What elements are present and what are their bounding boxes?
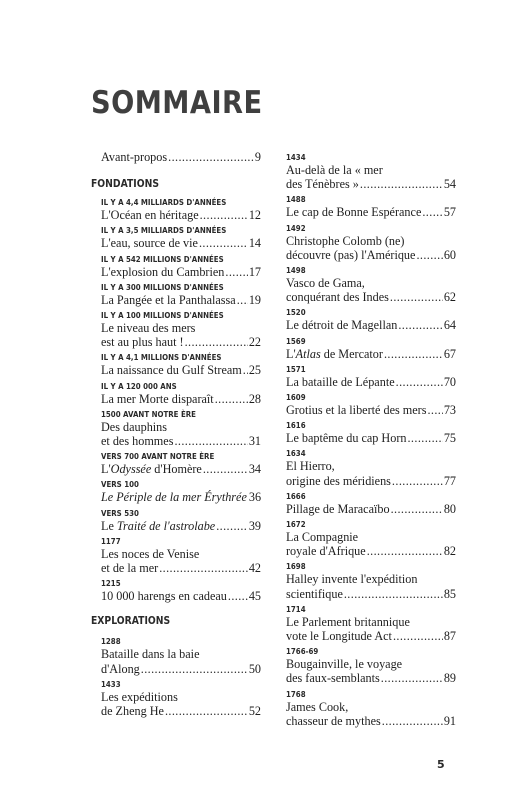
- toc-page-number: 31: [248, 434, 261, 449]
- page-number: 5: [437, 758, 445, 771]
- toc-line: [286, 544, 456, 558]
- toc-line: [286, 403, 456, 417]
- toc-entry-date: 1498: [286, 266, 306, 276]
- toc-entry-title: vote le Longitude Act: [286, 629, 392, 644]
- toc-entry-date: IL Y A 100 MILLIONS D'ANNÉES: [101, 311, 224, 321]
- toc-entry-title: est au plus haut !: [101, 335, 184, 350]
- toc-entry[interactable]: [101, 255, 261, 279]
- toc-page-number: 17: [248, 264, 261, 279]
- toc-leader-dots: [416, 248, 442, 262]
- toc-entry-title: et des hommes: [101, 434, 174, 449]
- toc-entry-avant-propos[interactable]: [91, 150, 261, 164]
- toc-page-number: 45: [248, 589, 261, 604]
- toc-entry-title: La naissance du Gulf Stream: [101, 363, 242, 378]
- toc-page-number: 85: [443, 586, 456, 601]
- toc-page-number: 82: [443, 544, 456, 559]
- toc-entry[interactable]: [286, 393, 456, 417]
- toc-page-number: 19: [248, 292, 261, 307]
- toc-leader-dots: [168, 150, 254, 164]
- toc-entry-title: de Zheng He: [101, 704, 164, 719]
- page-title: SOMMAIRE: [91, 85, 263, 121]
- toc-entry-title: royale d'Afrique: [286, 544, 366, 559]
- toc-line: [101, 434, 261, 448]
- toc-line: [286, 375, 456, 389]
- toc-entry-title: Le baptême du cap Horn: [286, 431, 407, 446]
- toc-line: [101, 363, 261, 377]
- toc-leader-dots: [367, 544, 443, 558]
- toc-leader-dots: [422, 205, 442, 219]
- toc-entry-date: 1488: [286, 195, 306, 205]
- toc-leader-dots: [159, 561, 248, 575]
- toc-line: [286, 205, 456, 219]
- toc-page-number: 62: [443, 290, 456, 305]
- toc-entry[interactable]: [286, 421, 456, 445]
- toc-line: [286, 615, 456, 629]
- toc-page-number: 89: [443, 671, 456, 686]
- toc-leader-dots: [225, 265, 247, 279]
- toc-line: [286, 657, 456, 671]
- toc-entry[interactable]: [101, 382, 261, 406]
- toc-list-right: [286, 153, 456, 728]
- toc-entry-title: La bataille de Lépante: [286, 374, 395, 389]
- toc-line: [286, 700, 456, 714]
- toc-entry-title: scientifique: [286, 586, 343, 601]
- section-heading-explorations: EXPLORATIONS: [91, 615, 171, 628]
- toc-entry[interactable]: [286, 605, 456, 643]
- toc-line: [101, 392, 261, 406]
- toc-entry[interactable]: [286, 647, 456, 685]
- toc-entry-title: Halley invente l'expédition: [286, 572, 418, 587]
- toc-leader-dots: [228, 589, 248, 603]
- toc-entry-date: IL Y A 300 MILLIONS D'ANNÉES: [101, 282, 224, 292]
- toc-line: [101, 519, 261, 533]
- toc-leader-dots: [381, 671, 443, 685]
- toc-entry-title: chasseur de mythes: [286, 713, 381, 728]
- toc-leader-dots: [384, 347, 443, 361]
- toc-leader-dots: [237, 293, 248, 307]
- toc-entry-title: L'Océan en héritage: [101, 208, 199, 223]
- toc-line: [286, 163, 456, 177]
- toc-entry-title: découvre (pas) l'Amérique: [286, 247, 416, 262]
- toc-line: [101, 690, 261, 704]
- toc-page-number: 42: [248, 561, 261, 576]
- toc-entry[interactable]: [101, 198, 261, 222]
- toc-line: [101, 150, 261, 164]
- toc-line: [101, 704, 261, 718]
- toc-leader-dots: [344, 587, 443, 601]
- toc-entry-title: Pillage de Maracaïbo: [286, 501, 390, 516]
- toc-line: [101, 420, 261, 434]
- toc-page-number: 60: [443, 247, 456, 262]
- toc-page-number: 50: [248, 661, 261, 676]
- toc-leader-dots: [398, 318, 442, 332]
- toc-entry[interactable]: [101, 480, 261, 504]
- toc-page-number: 57: [443, 205, 456, 220]
- toc-entry-date: 1571: [286, 364, 306, 374]
- toc-line: [286, 290, 456, 304]
- toc-entry[interactable]: [286, 195, 456, 219]
- toc-line: [286, 177, 456, 191]
- toc-entry-title: Christophe Colomb (ne): [286, 233, 405, 248]
- toc-page-number: 87: [443, 629, 456, 644]
- toc-leader-dots: [216, 519, 248, 533]
- toc-entry-date: IL Y A 4,1 MILLIONS D'ANNÉES: [101, 353, 222, 363]
- toc-line: [101, 335, 261, 349]
- toc-entry[interactable]: [101, 579, 261, 603]
- toc-entry-title: El Hierro,: [286, 459, 335, 474]
- toc-line: [286, 587, 456, 601]
- toc-page-number: 64: [443, 318, 456, 333]
- toc-entry-title: L'Atlas de Mercator: [286, 346, 383, 361]
- toc-entry[interactable]: [286, 562, 456, 600]
- toc-entry-date: IL Y A 4,4 MILLIARDS D'ANNÉES: [101, 198, 227, 208]
- toc-entry-date: 1177: [101, 536, 121, 546]
- toc-page-number: 12: [248, 208, 261, 223]
- toc-entry[interactable]: [286, 520, 456, 558]
- toc-leader-dots: [390, 290, 443, 304]
- toc-entry-date: VERS 700 AVANT NOTRE ÈRE: [101, 452, 215, 462]
- toc-entry-date: 1492: [286, 223, 306, 233]
- toc-line: [286, 474, 456, 488]
- toc-page-number: 67: [443, 346, 456, 361]
- toc-entry-date: VERS 100: [101, 480, 139, 490]
- toc-leader-dots: [360, 177, 443, 191]
- toc-line: [286, 459, 456, 473]
- toc-line: [286, 572, 456, 586]
- toc-entry-title: Le détroit de Magellan: [286, 318, 398, 333]
- toc-entry-title: Avant-propos: [101, 150, 168, 164]
- toc-page-number: 54: [443, 177, 456, 192]
- toc-leader-dots: [427, 403, 442, 417]
- toc-entry-title: James Cook,: [286, 699, 349, 714]
- toc-page-number: 34: [248, 462, 261, 477]
- toc-line: [286, 276, 456, 290]
- toc-entry[interactable]: [286, 492, 456, 516]
- toc-entry-date: 1609: [286, 393, 306, 403]
- toc-page-number: 14: [248, 236, 261, 251]
- toc-entry-date: 1215: [101, 579, 121, 589]
- toc-line: [101, 662, 261, 676]
- toc-line: [286, 530, 456, 544]
- toc-line: [286, 347, 456, 361]
- section-heading-fondations: FONDATIONS: [91, 178, 159, 191]
- toc-entry[interactable]: [286, 224, 456, 262]
- toc-line: [286, 234, 456, 248]
- toc-line: [286, 318, 456, 332]
- toc-entry-title: 10 000 harengs en cadeau: [101, 589, 227, 604]
- toc-entry[interactable]: [101, 410, 261, 448]
- toc-entry[interactable]: [286, 449, 456, 487]
- toc-entry-date: 1766-69: [286, 647, 319, 657]
- toc-entry-title: Vasco de Gama,: [286, 276, 365, 291]
- toc-entry-date: 1672: [286, 520, 306, 530]
- toc-entry[interactable]: [101, 311, 261, 349]
- toc-list-explorations: [91, 637, 261, 718]
- toc-page-number: 73: [443, 403, 456, 418]
- toc-entry-title: et de la mer: [101, 561, 159, 576]
- toc-line: [286, 248, 456, 262]
- toc-entry-title: Bougainville, le voyage: [286, 657, 403, 672]
- toc-entry-title: origine des méridiens: [286, 473, 391, 488]
- toc-entry[interactable]: [101, 537, 261, 575]
- toc-line: [286, 671, 456, 685]
- toc-entry[interactable]: [286, 365, 456, 389]
- toc-page-number: 36: [248, 490, 262, 505]
- toc-page-number: 28: [248, 391, 261, 406]
- toc-entry-title: Des dauphins: [101, 419, 168, 434]
- toc-line: [101, 293, 261, 307]
- toc-entry[interactable]: [286, 308, 456, 332]
- toc-leader-dots: [199, 236, 248, 250]
- toc-entry-title: Le niveau des mers: [101, 321, 196, 336]
- toc-entry-title: Bataille dans la baie: [101, 647, 200, 662]
- toc-entry-date: 1569: [286, 336, 306, 346]
- toc-entry-title: La Pangée et la Panthalassa: [101, 292, 236, 307]
- toc-entry[interactable]: [101, 452, 261, 476]
- toc-entry-title: d'Along: [101, 661, 140, 676]
- toc-entry-title: La mer Morte disparaît: [101, 391, 214, 406]
- toc-entry-date: IL Y A 3,5 MILLIARDS D'ANNÉES: [101, 226, 227, 236]
- toc-entry[interactable]: [101, 283, 261, 307]
- toc-leader-dots: [141, 662, 248, 676]
- toc-leader-dots: [396, 375, 443, 389]
- toc-entry-date: 1433: [101, 679, 121, 689]
- toc-entry[interactable]: [101, 637, 261, 675]
- toc-entry-title: Le Parlement britannique: [286, 614, 410, 629]
- toc-entry-title: des Ténèbres »: [286, 177, 359, 192]
- toc-entry-title: L'explosion du Cambrien: [101, 264, 225, 279]
- toc-entry-title: conquérant des Indes: [286, 290, 389, 305]
- toc-entry[interactable]: [101, 509, 261, 533]
- toc-page-number: 25: [248, 363, 261, 378]
- toc-list-fondations: [91, 198, 261, 603]
- toc-entry-title: La Compagnie: [286, 530, 359, 545]
- toc-line: [101, 462, 261, 476]
- toc-line: [286, 714, 456, 728]
- toc-line: [101, 265, 261, 279]
- toc-line: [101, 647, 261, 661]
- toc-entry-title: Les expéditions: [101, 689, 178, 704]
- toc-entry-date: 1500 AVANT NOTRE ÈRE: [101, 409, 196, 419]
- toc-column-right: [286, 153, 456, 732]
- toc-page-number: 80: [443, 501, 456, 516]
- toc-column-left: [91, 150, 261, 722]
- toc-entry-title: Grotius et la liberté des mers: [286, 403, 427, 418]
- toc-leader-dots: [174, 434, 247, 448]
- toc-leader-dots: [165, 704, 248, 718]
- toc-leader-dots: [185, 335, 248, 349]
- toc-entry-date: 1714: [286, 604, 306, 614]
- toc-leader-dots: [203, 462, 248, 476]
- toc-entry-date: 1616: [286, 421, 306, 431]
- toc-entry-date: 1288: [101, 637, 121, 647]
- toc-entry[interactable]: [101, 226, 261, 250]
- toc-leader-dots: [393, 629, 443, 643]
- toc-line: [101, 321, 261, 335]
- toc-entry-date: IL Y A 542 MILLIONS D'ANNÉES: [101, 254, 224, 264]
- toc-leader-dots: [382, 714, 443, 728]
- toc-entry[interactable]: [101, 680, 261, 718]
- toc-page-number: 52: [248, 704, 261, 719]
- toc-entry[interactable]: [286, 266, 456, 304]
- toc-entry[interactable]: [286, 337, 456, 361]
- toc-entry-title: L'Odyssée d'Homère: [101, 462, 202, 477]
- toc-line: [286, 629, 456, 643]
- toc-entry-title: L'eau, source de vie: [101, 236, 198, 251]
- toc-page-number: 9: [254, 150, 261, 164]
- toc-page-number: 77: [443, 473, 456, 488]
- toc-leader-dots: [407, 431, 442, 445]
- toc-line: [101, 236, 261, 250]
- toc-leader-dots: [392, 474, 443, 488]
- toc-entry-date: IL Y A 120 000 ANS: [101, 381, 177, 391]
- toc-page-number: 75: [443, 431, 456, 446]
- toc-line: [286, 502, 456, 516]
- toc-entry-title: des faux-semblants: [286, 671, 380, 686]
- toc-leader-dots: [391, 502, 443, 516]
- toc-line: [101, 589, 261, 603]
- toc-page-number: 39: [248, 518, 261, 533]
- toc-page-number: 91: [443, 713, 456, 728]
- toc-entry-date: 1666: [286, 491, 306, 501]
- toc-entry-title: Au-delà de la « mer: [286, 163, 383, 177]
- toc-entry-title: Le Périple de la mer Érythrée: [101, 490, 247, 505]
- toc-entry-date: 1520: [286, 308, 306, 318]
- toc-entry-date: 1434: [286, 153, 306, 162]
- toc-entry-title: Le cap de Bonne Espérance: [286, 205, 422, 220]
- toc-page-number: 70: [443, 374, 456, 389]
- toc-leader-dots: [243, 363, 248, 377]
- toc-line: [101, 561, 261, 575]
- toc-entry-title: Le Traité de l'astrolabe: [101, 518, 216, 533]
- toc-entry[interactable]: [286, 153, 456, 191]
- toc-page-number: 22: [248, 335, 261, 350]
- toc-line: [101, 547, 261, 561]
- toc-line: [101, 490, 261, 504]
- toc-entry-date: 1768: [286, 689, 306, 699]
- toc-entry[interactable]: [101, 353, 261, 377]
- toc-entry-date: 1698: [286, 562, 306, 572]
- toc-entry[interactable]: [286, 690, 456, 728]
- toc-entry-date: 1634: [286, 449, 306, 459]
- toc-entry-date: VERS 530: [101, 508, 139, 518]
- toc-line: [286, 431, 456, 445]
- toc-line: [101, 208, 261, 222]
- toc-entry-title: Les noces de Venise: [101, 546, 200, 561]
- toc-leader-dots: [200, 208, 248, 222]
- toc-leader-dots: [215, 392, 248, 406]
